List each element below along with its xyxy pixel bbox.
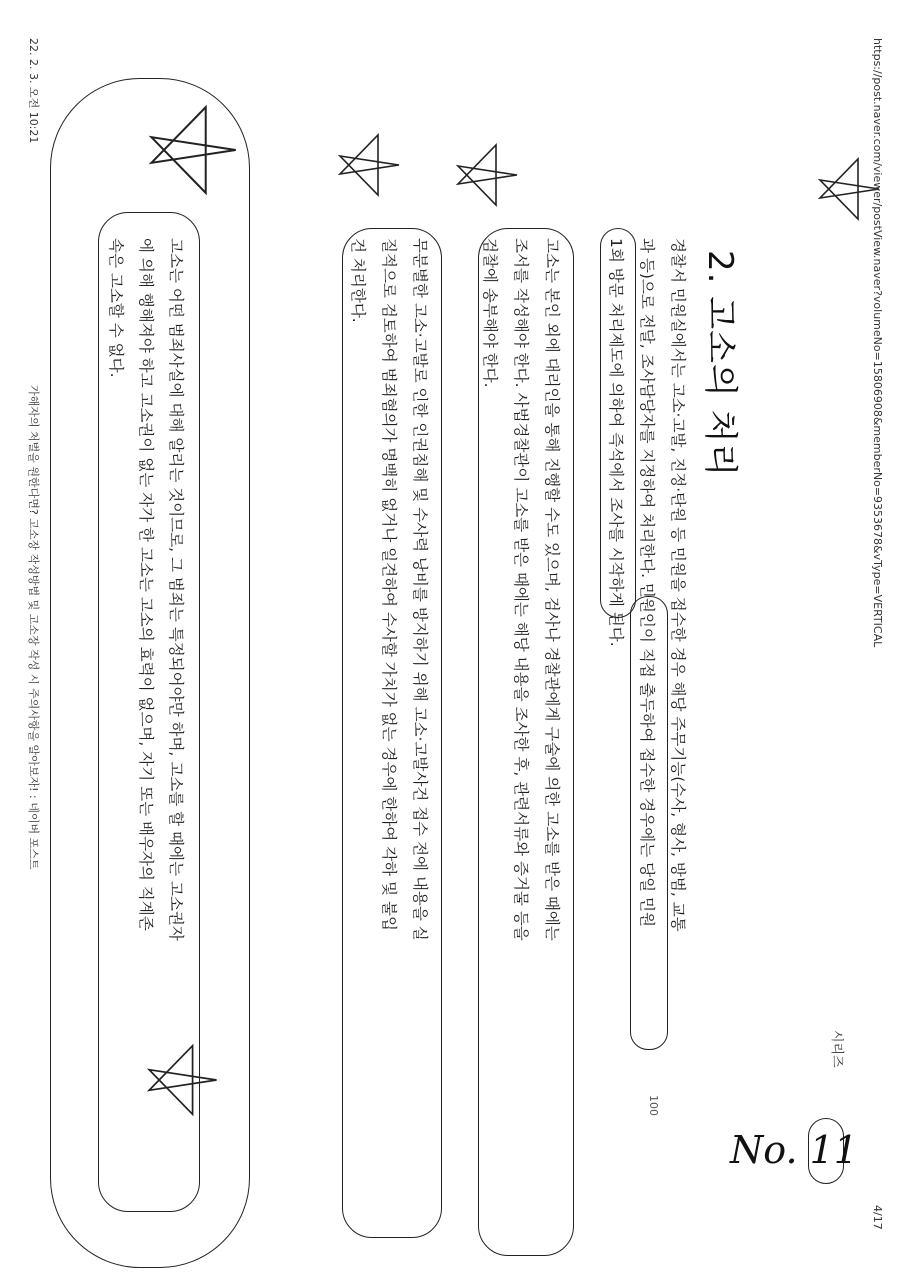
handwritten-note: No. 11 <box>730 1128 858 1172</box>
paragraph-4-line-1: 고소는 어떤 범죄사실에 대해 알리는 것이므로, 그 범죄는 특정되어야만 하며, 고소를 할 때에는 고소권자 <box>167 238 185 941</box>
header-datetime: 22. 2. 3. 오전 10:21 <box>27 38 40 144</box>
footer-url: https://post.naver.com/viewer/postView.naver?volumeNo=15806908&memberNo=9353678&vType=VERTICAL <box>871 38 884 648</box>
paragraph-2-line-3: 검찰에 송부해야 한다. <box>481 238 499 388</box>
footer-page-number: 4/17 <box>871 1205 884 1230</box>
paragraph-4-line-2: 에 의해 행해져야 하고 고소권이 없는 자가 한 고소는 고소의 효력이 없으며, 자기 또는 배우자의 직계존 <box>137 238 155 931</box>
handdrawn-loop-para2 <box>478 228 574 1256</box>
paragraph-3-line-3: 건 처리한다. <box>349 238 367 323</box>
star-icon <box>140 100 240 200</box>
paragraph-1-line-2: 과 등)으로 전달, 조사담당자를 지정하여 처리한다. 민원인이 직접 출두하여 접수한 경우에는 당일 민원 <box>638 238 656 927</box>
paragraph-2-line-2: 조서를 작성해야 한다. 사법경찰관이 고소를 받은 때에는 해당 내용을 조사한 후, 관련서류와 증거물 등을 <box>512 238 530 941</box>
star-icon <box>450 140 520 210</box>
paragraph-3-line-1: 무분별한 고소·고발로 인한 인권침해 및 수사력 낭비를 방지하기 위해 고소·고발사건 접수 전에 내용을 실 <box>411 238 429 941</box>
footer-page-fragment: 100 <box>647 1095 660 1116</box>
paragraph-4-line-3: 속은 고소할 수 없다. <box>107 238 125 378</box>
paragraph-1-line-3: 1회 방문 처리제도에 의하여 즉석에서 조사를 시작하게 된다. <box>607 238 625 647</box>
paragraph-1-line-1: 경찰서 민원실에서는 고소·고발, 진정·탄원 등 민원을 접수한 경우 해당 주무기능(수사, 형사, 방범, 교통 <box>669 238 687 932</box>
star-icon <box>140 1040 220 1120</box>
handdrawn-loop-para1-line3 <box>600 228 636 618</box>
paragraph-2-line-1: 고소는 본인 외에 대리인을 통해 진행할 수도 있으며, 검사나 경찰관에게 구술에 의한 고소를 받은 때에는 <box>543 238 561 941</box>
header-doc-title: 가해자의 처벌을 원한다면? 고소장 작성방법 및 고소장 작성 시 주의사항을 알아보자! : 네이버 포스트 <box>27 385 40 870</box>
handdrawn-loop-para3 <box>342 228 442 1238</box>
paragraph-3-line-2: 질적으로 검토하여 범죄혐의가 명백히 없거나 일견하여 수사할 가치가 없는 경우에 한하여 각하 및 불입 <box>380 238 398 931</box>
handdrawn-loop-para1 <box>630 596 668 1050</box>
star-icon <box>332 130 402 200</box>
header-series-label: 시리즈 <box>829 1030 844 1068</box>
section-title: 2. 고소의 처리 <box>700 250 740 478</box>
